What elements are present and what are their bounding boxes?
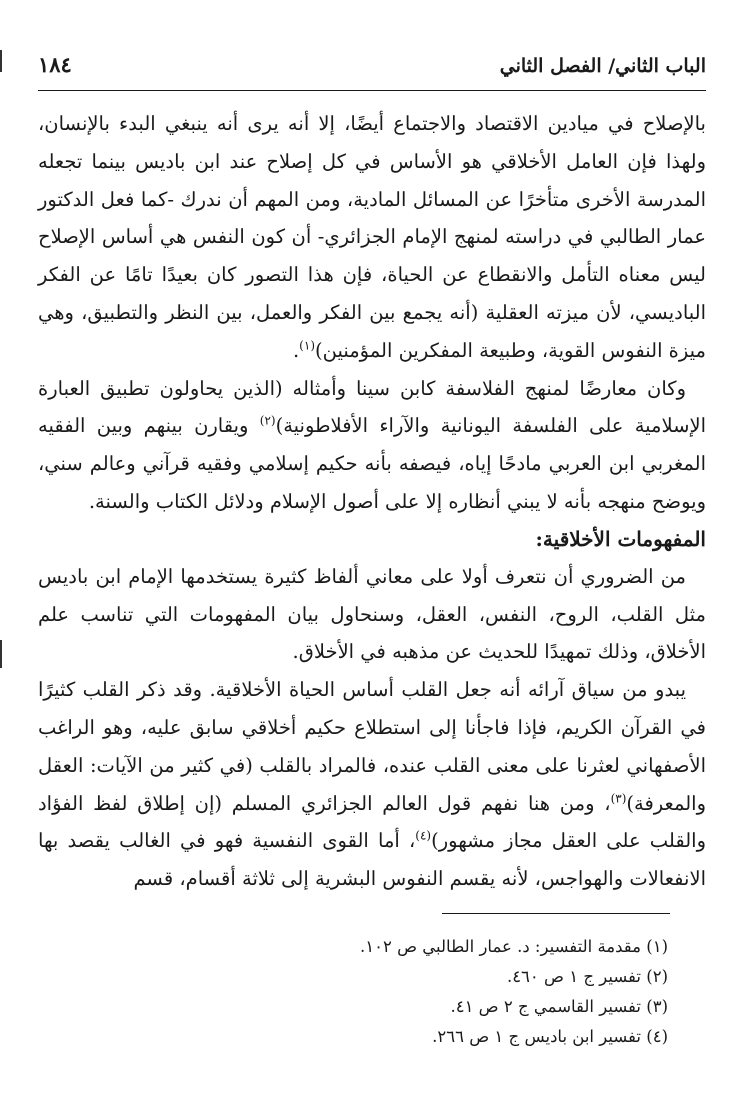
main-text bbox=[38, 105, 706, 898]
section-heading: المفهومات الأخلاقية: bbox=[535, 526, 706, 551]
chapter-title: الباب الثاني/ الفصل الثاني bbox=[499, 55, 706, 77]
page-number: ١٨٤ bbox=[38, 52, 72, 77]
paragraph-4: يبدو من سياق آرائه أنه جعل القلب أساس الحياة الأخلاقية. وقد ذكر القلب كثيرًا في القرآن الكريم، فإذا فاجأنا إلى استطلاع حكيم أخلاقي سابق عليه، وهو الراغب الأصفهاني لعثرنا على معنى القلب عنده، فالمراد بالقلب (في كثير من الآيات: العقل والمعرفة)$^{(٣)}$، ومن هنا نفهم قول العالم الجزائري المسلم (إن إطلاق لفظ الفؤاد والقلب على العقل مجاز مشهور)$^{(٤)}$، أما القوى النفسية فهو في الغالب يقصد بها الانفعالات والهواجس، لأنه يقسم النفوس البشرية إلى ثلاثة أقسام، قسم bbox=[38, 678, 706, 891]
footnote-ref-3: (٣) bbox=[610, 791, 627, 806]
footnote-4: (٤) تفسير ابن باديس ج ١ ص ٢٦٦. bbox=[432, 1027, 668, 1046]
footnote-3: (٣) تفسير القاسمي ج ٢ ص ٤١. bbox=[450, 997, 668, 1016]
footnote-ref-4: (٤) bbox=[415, 828, 432, 843]
footnotes bbox=[88, 932, 668, 1052]
paragraph-3: من الضروري أن نتعرف أولا على معاني ألفاظ كثيرة يستخدمها الإمام ابن باديس مثل القلب، الروح، النفس، العقل، وسنحاول بيان المفهومات التي تناسب علم الأخلاق، وذلك تمهيدًا للحديث عن مذهبه في الأخلاق. bbox=[38, 564, 706, 664]
footnote-ref-1: (١) bbox=[299, 338, 315, 353]
footnote-2: (٢) تفسير ج ١ ص ٤٦٠. bbox=[506, 967, 668, 986]
paragraph-1: بالإصلاح في ميادين الاقتصاد والاجتماع أيضًا، إلا أنه يرى أنه ينبغي البدء بالإنسان، ولهذا فإن العامل الأخلاقي هو الأساس في كل إصلاح عند ابن باديس بينما تجعله المدرسة الأخرى متأخرًا عن المسائل المادية، ومن المهم أن ندرك -كما فعل الدكتور عمار الطالبي في دراسته لمنهج الإمام الجزائري- أن كون النفس هي أساس الإصلاح ليس معناه التأمل والانقطاع عن الحياة، فإن هذا التصور كان بعيدًا تامًا عن الفكر الباديسي، لأن ميزته العقلية (أنه يجمع بين الفكر والعمل، بين النظر والتطبيق، وهي ميزة النفوس القوية، وطبيعة المفكرين المؤمنين)$^{(١)}$. bbox=[38, 112, 706, 362]
footnote-separator bbox=[442, 913, 670, 914]
paragraph-2: وكان معارضًا لمنهج الفلاسفة كابن سينا وأمثاله (الذين يحاولون تطبيق العبارة الإسلامية على الفلسفة اليونانية والآراء الأفلاطونية)$^{(٢)}$ ويقارن بينهم وبين الفقيه المغربي ابن العربي مادحًا إياه، فيصفه بأنه حكيم إسلامي وفقيه قرآني وعالم سني، ويوضح منهجه بأنه لا يبني أنظاره إلا على أصول الإسلام ودلائل الكتاب والسنة. bbox=[38, 376, 707, 513]
scan-edge-mark-bottom bbox=[0, 640, 2, 668]
header-rule bbox=[38, 90, 706, 91]
footnote-ref-2: (٢) bbox=[259, 413, 276, 428]
running-header bbox=[38, 52, 706, 88]
book-page bbox=[38, 52, 706, 898]
footnote-1: (١) مقدمة التفسير: د. عمار الطالبي ص ١٠٢. bbox=[360, 937, 668, 956]
scan-edge-mark-top bbox=[0, 50, 2, 72]
